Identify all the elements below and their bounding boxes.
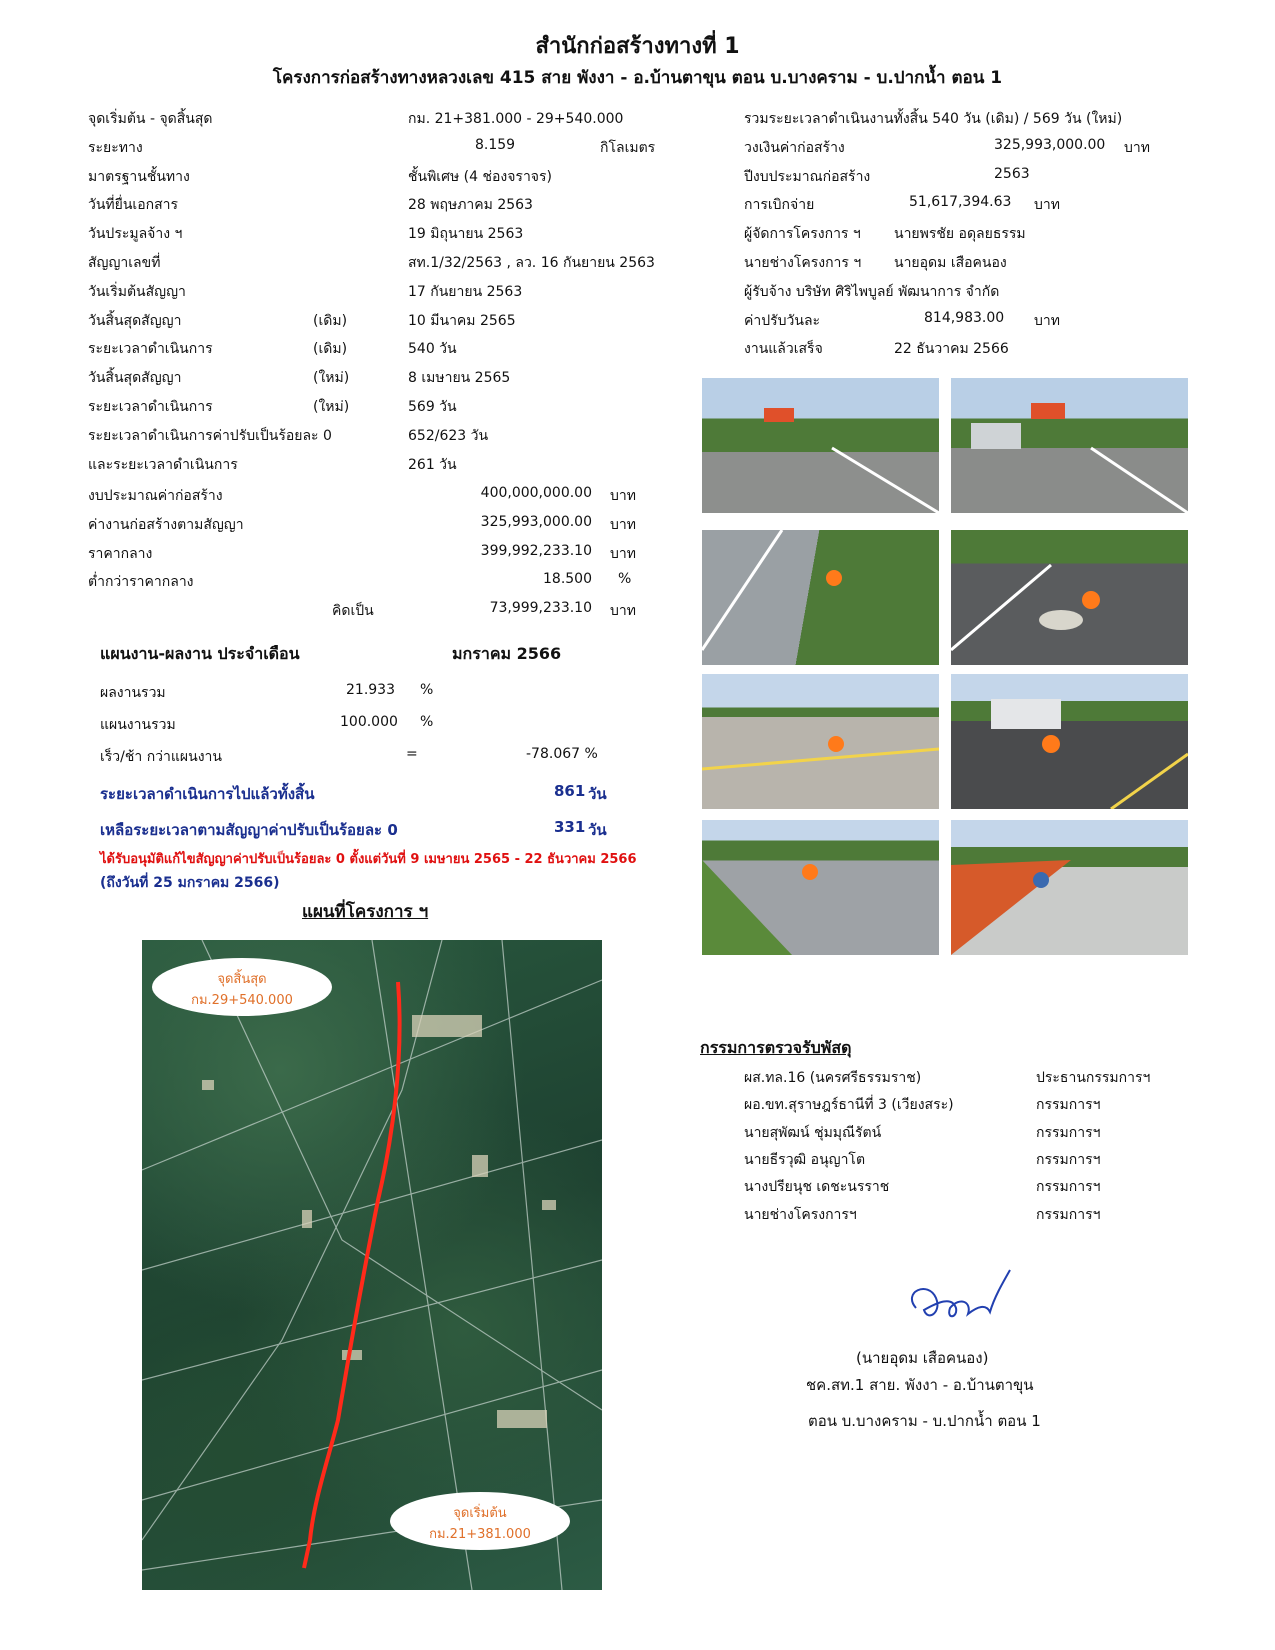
info-value: 540 วัน [408,341,457,358]
info-value: 28 พฤษภาคม 2563 [408,197,533,214]
summary-label: ค่าปรับวันละ [744,312,821,329]
info-label: ระยะเวลาดำเนินการ [88,341,213,358]
summary-unit: บาท [1124,139,1150,156]
plan-month: มกราคม 2566 [452,644,562,663]
info-value: 17 กันยายน 2563 [408,283,523,300]
summary-label: วงเงินค่าก่อสร้าง [744,139,845,156]
summary-label: งานแล้วเสร็จ [744,341,823,358]
plan-row-unit: % [420,714,434,730]
site-photo [702,674,939,809]
info-row [88,338,688,364]
info-note: (ใหม่) [313,370,350,387]
signature-mark [898,1262,1018,1334]
budget-row [88,485,688,511]
info-label: ระยะเวลาดำเนินการ [88,399,213,415]
info-row [88,108,688,134]
info-label: ระยะเวลาดำเนินการค่าปรับเป็นร้อยละ 0 [88,427,332,444]
info-value: สท.1/32/2563 , ลว. 16 กันยายน 2563 [408,255,655,271]
info-row [88,137,688,163]
site-photo [951,530,1188,665]
summary-value: 22 ธันวาคม 2566 [894,341,1009,358]
committee-member-name: นายช่างโครงการฯ [744,1206,857,1223]
fast-slow-label: เร็ว/ช้า กว่าแผนงาน [100,749,222,765]
page-subtitle: โครงการก่อสร้างทางหลวงเลข 415 สาย พังงา - อ.บ้านตาขุน ตอน บ.บางคราม - บ.ปากน้ำ ตอน 1 [272,68,1003,88]
plan-heading: แผนงาน-ผลงาน ประจำเดือน [100,644,300,663]
budget-value: 400,000,000.00 [480,485,592,501]
signer-name: (นายอุดม เสือคนอง) [856,1349,989,1367]
committee-heading: กรรมการตรวจรับพัสดุ [700,1038,852,1057]
start-point-label: จุดเริ่มต้น [453,1506,507,1521]
info-value: 10 มีนาคม 2565 [408,312,516,329]
committee-member-name: นางปรียนุช เดชะนรราช [744,1179,890,1196]
as-of-date: (ถึงวันที่ 25 มกราคม 2566) [100,875,280,891]
budget-value: 325,993,000.00 [480,513,592,530]
budget-value: 399,992,233.10 [480,542,592,559]
fast-slow-equals: = [406,746,418,762]
elapsed-value: 861 [554,782,586,800]
info-note: (เดิม) [313,341,348,358]
site-photo [702,378,939,513]
committee-member-name: ผส.ทล.16 (นครศรีธรรมราช) [744,1070,922,1086]
budget-row [88,514,688,540]
budget-label: คิดเป็น [332,603,374,620]
start-point-km: กม.21+381.000 [429,1527,531,1542]
budget-row [88,571,688,597]
info-label: จุดเริ่มต้น - จุดสิ้นสุด [88,111,213,127]
signer-section: ตอน บ.บางคราม - บ.ปากน้ำ ตอน 1 [808,1412,1041,1430]
summary-label: รวมระยะเวลาดำเนินงานทั้งสิ้น 540 วัน (เดิม) / 569 วัน (ใหม่) [744,111,1123,127]
signer-position: ชค.สท.1 สาย. พังงา - อ.บ้านตาขุน [806,1376,1034,1394]
remaining-unit: วัน [588,821,607,839]
site-photo [951,674,1188,809]
plan-row-value: 21.933 [346,682,395,698]
committee-member-role: กรรมการฯ [1036,1151,1101,1168]
elapsed-unit: วัน [588,785,607,803]
committee-member-name: นายธีรวุฒิ อนุญาโต [744,1151,866,1168]
end-point-km: กม.29+540.000 [191,993,293,1008]
budget-label: ค่างานก่อสร้างตามสัญญา [88,516,244,533]
plan-row-unit: % [420,682,434,698]
page-title: สำนักก่อสร้างทางที่ 1 [535,34,740,59]
summary-row [744,223,1164,249]
summary-row [744,194,1164,220]
info-unit: กิโลเมตร [600,139,656,156]
info-row [88,396,688,422]
committee-member-role: กรรมการฯ [1036,1179,1101,1196]
approval-note: ได้รับอนุมัติแก้ไขสัญญาค่าปรับเป็นร้อยละ 0 ตั้งแต่วันที่ 9 เมษายน 2565 - 22 ธันวาคม 2566 [100,852,637,867]
map-heading: แผนที่โครงการ ฯ [302,902,429,922]
summary-value: นายอุดม เสือคนอง [894,255,1007,271]
summary-label: ปีงบประมาณก่อสร้าง [744,168,871,185]
budget-row [88,543,688,569]
committee-member-name: ผอ.ขท.สุราษฎร์ธานีที่ 3 (เวียงสระ) [744,1097,954,1114]
budget-unit: บาท [610,488,636,504]
info-row [88,310,688,336]
committee-member-role: กรรมการฯ [1036,1097,1101,1114]
budget-unit: บาท [610,545,636,562]
budget-label: ราคากลาง [88,545,153,562]
summary-label: การเบิกจ่าย [744,197,815,214]
info-value: 19 มิถุนายน 2563 [408,226,524,243]
info-row [88,454,688,480]
budget-row [88,600,688,626]
summary-value: นายพรชัย อดุลยธรรม [894,226,1026,243]
info-value: ชั้นพิเศษ (4 ช่องจราจร) [408,168,552,185]
budget-unit: % [618,571,632,588]
summary-row [744,338,1164,364]
info-label: วันเริ่มต้นสัญญา [88,283,186,300]
end-point-label: จุดสิ้นสุด [217,972,267,987]
info-note: (เดิม) [313,312,348,329]
site-photo [951,378,1188,513]
plan-row-value: 100.000 [340,714,398,730]
summary-row [744,166,1164,192]
info-value: 261 วัน [408,456,457,473]
budget-unit: บาท [610,516,636,533]
committee-member-role: กรรมการฯ [1036,1124,1101,1141]
info-label: ระยะทาง [88,139,143,156]
info-row [88,252,688,278]
info-label: วันประมูลจ้าง ฯ [88,226,183,243]
committee-member-name: นายสุพัฒน์ ชุ่มมุณีรัตน์ [744,1124,882,1141]
info-row [88,281,688,307]
budget-value: 18.500 [543,571,592,588]
info-label: และระยะเวลาดำเนินการ [88,456,238,473]
budget-unit: บาท [610,603,636,620]
summary-label: นายช่างโครงการ ฯ [744,255,862,271]
info-value: 8.159 [475,136,516,153]
fast-slow-value: -78.067 % [526,746,598,762]
info-row [88,223,688,249]
info-value: กม. 21+381.000 - 29+540.000 [408,111,624,127]
start-point-callout [390,1492,570,1550]
plan-row-label: แผนงานรวม [100,717,176,733]
project-map [142,940,602,1590]
info-label: วันสิ้นสุดสัญญา [88,370,182,387]
summary-value: 325,993,000.00 [994,136,1106,153]
summary-row [744,310,1164,336]
plan-row-label: ผลงานรวม [100,685,166,701]
info-label: สัญญาเลขที่ [88,255,161,271]
info-note: (ใหม่) [313,399,350,415]
summary-value: 51,617,394.63 [909,194,1012,211]
info-value: 8 เมษายน 2565 [408,370,511,387]
elapsed-label: ระยะเวลาดำเนินการไปแล้วทั้งสิ้น [100,785,315,803]
committee-member-role: กรรมการฯ [1036,1206,1101,1223]
summary-row [744,252,1164,278]
budget-value: 73,999,233.10 [489,600,592,617]
summary-label: ผู้รับจ้าง บริษัท ศิริไพบูลย์ พัฒนาการ จำกัด [744,283,1000,300]
info-row [88,367,688,393]
budget-label: ต่ำกว่าราคากลาง [88,574,194,591]
info-row [88,166,688,192]
summary-row [744,281,1164,307]
site-photo [951,820,1188,955]
committee-member-role: ประธานกรรมการฯ [1036,1070,1151,1086]
summary-row [744,137,1164,163]
info-label: มาตรฐานชั้นทาง [88,168,190,185]
info-label: วันที่ยื่นเอกสาร [88,197,179,214]
summary-value: 814,983.00 [924,309,1005,326]
site-photo [702,530,939,665]
summary-label: ผู้จัดการโครงการ ฯ [744,226,861,243]
summary-unit: บาท [1034,312,1060,329]
info-label: วันสิ้นสุดสัญญา [88,312,182,329]
summary-row [744,108,1164,134]
info-value: 569 วัน [408,399,457,415]
info-row [88,425,688,451]
info-value: 652/623 วัน [408,427,489,444]
budget-label: งบประมาณค่าก่อสร้าง [88,488,223,504]
remaining-value: 331 [554,818,586,836]
summary-value: 2563 [994,165,1030,182]
end-point-callout [152,958,332,1016]
info-row [88,194,688,220]
remaining-label: เหลือระยะเวลาตามสัญญาค่าปรับเป็นร้อยละ 0 [100,821,398,839]
site-photo [702,820,939,955]
summary-unit: บาท [1034,197,1060,214]
